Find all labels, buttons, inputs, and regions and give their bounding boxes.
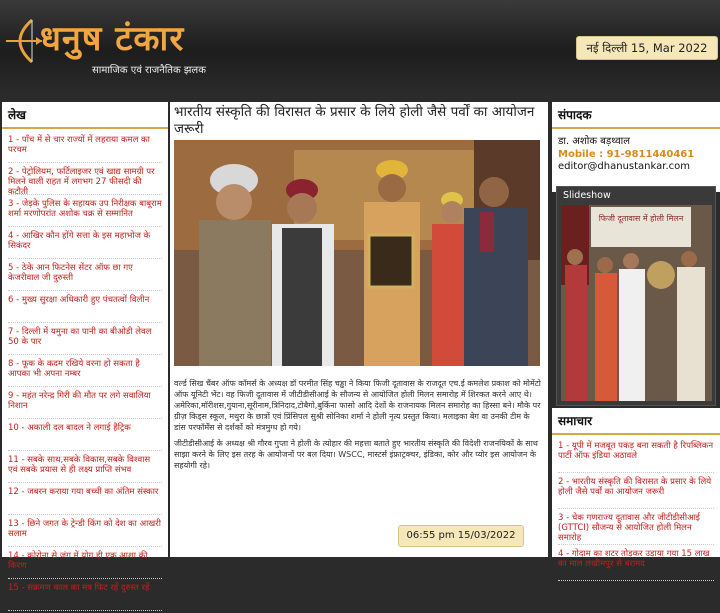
news-heading: समाचार — [552, 408, 720, 435]
list-item[interactable]: 6 - मुख्य सुरक्षा अधिकारी हुए पंचतत्वों विलीन — [8, 291, 162, 323]
logo-tagline: सामाजिक एवं राजनैतिक झलक — [92, 65, 206, 76]
bow-arrow-icon — [4, 16, 44, 66]
article-panel — [170, 102, 548, 557]
list-item[interactable]: 13 - छिने जगत के ट्रेन्डी किंग को देश का आखरी सलाम — [8, 515, 162, 547]
list-item[interactable]: 1 - यूपी में मजबूत पकड़ बना सकती है रिपब्लिकन पार्टी ऑफ इंडिया अठावले — [558, 437, 714, 473]
editor-email[interactable]: editor@dhanustankar.com — [558, 161, 690, 172]
list-item[interactable]: 2 - पेट्रोलियम, फर्टिलाइजर एवं खाद्य सामग्री पर मिलने वाली राहत में लगभग 27 फीसदी की कटौती — [8, 163, 162, 195]
slideshow[interactable] — [556, 186, 716, 406]
list-item[interactable]: 12 - जबरन कराया गया बच्ची का अंतिम संस्कार — [8, 483, 162, 515]
slideshow-banner: फिजी दूतावास में होली मिलन — [598, 214, 684, 223]
right-column — [552, 102, 720, 569]
logo-text: धनुष टंकार — [40, 19, 185, 59]
articles-column — [2, 102, 168, 593]
editor-box — [552, 102, 720, 192]
slideshow-label: Slideshow — [557, 187, 715, 204]
list-item[interactable]: 1 - पाँच में से चार राज्यों में लहराया कमल का परचम — [8, 131, 162, 163]
list-item[interactable]: 3 - चेक गणराज्य दूतावास और जीटीडीसीआई (GTTCI) सौजन्य से आयोजित होली मिलन समारोह — [558, 509, 714, 545]
news-box — [552, 408, 720, 569]
list-item[interactable]: 7 - दिल्ली में यमुना का पानी का बीओडी लेवल 50 के पार — [8, 323, 162, 355]
article-title: भारतीय संस्कृति की विरासत के प्रसार के लिये होली जैसे पर्वों का आयोजन जरूरी — [174, 104, 535, 137]
article-timestamp: 06:55 pm 15/03/2022 — [398, 525, 524, 547]
list-item[interactable]: 2 - भारतीय संस्कृति की विरासत के प्रसार के लिये होली जैसे पर्वों का आयोजन जरूरी — [558, 473, 714, 509]
editor-name: डा. अशोक बड़थ्वाल — [558, 136, 631, 147]
editor-mobile: Mobile : 91-9811440461 — [558, 149, 695, 160]
articles-list — [2, 129, 168, 613]
site-header — [0, 0, 720, 92]
slideshow-image[interactable] — [561, 205, 712, 401]
list-item[interactable]: 11 - सबके साथ,सबके विकास,सबके विश्वास एवं सबके प्रयास से ही लक्ष्य प्राप्ति संभव — [8, 451, 162, 483]
article-paragraph: वर्ल्ड सिख चैंबर ऑफ कॉमर्स के अध्यक्ष डॉ परमीत सिंह चड्ढा ने किया फिजी दूतावास के राजदूत एच.ई कमलेश प्रकाश को मोमेंटो ऑफ यूनिटी भेंट। वह फिजी दूतावास में जीटीडीसीआई के सौजन्य से आयोजित होली मिलन समारोह में शिरकत करने आए थे। अमेरिका,मॉरीशस,गुयाना,सूरीनाम,त्रिनिदाद,टोबैगो,बुर्किना फासो आदि देशों के राजनायक मिलन समारोह का हिस्सा बने। मौके पर ग्रीज़ किड्स स्कूल, मथुरा के छात्रों एवं प्रिंसिपल सुश्री सोनिका शर्मा ने होली नृत्य प्रस्तुत किया। मलाइका बेग वा उनकी टीम के डांस परफॉर्मेंस से दर्शकों को मंत्रमुग्ध हो गये। — [174, 379, 541, 432]
list-item[interactable]: 4 - गोदाम का शटर तोड़कर उड़ाया गया 15 लाख का माल लखीमपुर से बरामद — [558, 545, 714, 581]
list-item[interactable]: 10 - अकाली दल बादल ने लगाई हैट्रिक — [8, 419, 162, 451]
articles-heading: लेख — [2, 102, 168, 129]
list-item[interactable]: 8 - फूक के कदम रखिये वरना हो सकता है आपका भी अपना नम्बर — [8, 355, 162, 387]
list-item[interactable]: 9 - महंत नरेन्द्र गिरी की मौत पर लगे सवालिया निशान — [8, 387, 162, 419]
list-item[interactable]: 14 - कोरोना से जंग में योग ही एक आशा की किरण — [8, 547, 162, 579]
list-item[interactable]: 4 - आखिर कौन होंगे सत्ता के इस महाभोज के सिकंदर — [8, 227, 162, 259]
date-display: नई दिल्ली 15, Mar 2022 — [576, 36, 718, 60]
site-logo[interactable] — [4, 10, 229, 82]
list-item[interactable]: 5 - ठेके आन फिटनेस सेंटर ऑफ छा गए केजरीवाल जी दुरुस्ती — [8, 259, 162, 291]
article-body — [174, 378, 542, 476]
article-photo — [174, 140, 540, 366]
article-paragraph: जीटीडीसीआई के अध्यक्ष श्री गौरव गुप्ता ने होली के त्योहार की महत्ता बताते हुए भारतीय संस्कृति की विदेशी राजनयिकों के साथ साझा करने के लिए इस तरह के आयोजनों पर बल दिया। WSCC, मास्टर्स इंफ्राट्रक्चर, इंडिका, कोर और प्योर इस आयोजन के सहयोगी रहे। — [174, 439, 538, 470]
news-list — [552, 435, 720, 583]
list-item[interactable]: 3 - जेड़के पुलिस के सहायक उप निरीक्षक बाबूराम शर्मा मरणोपरांत अशोक चक्र से सम्मानित — [8, 195, 162, 227]
editor-heading: संपादक — [552, 102, 720, 129]
list-item[interactable]: 15 - संक्रमण काल का मंत्र फिट रहें दुरुस्त रहें — [8, 579, 162, 611]
